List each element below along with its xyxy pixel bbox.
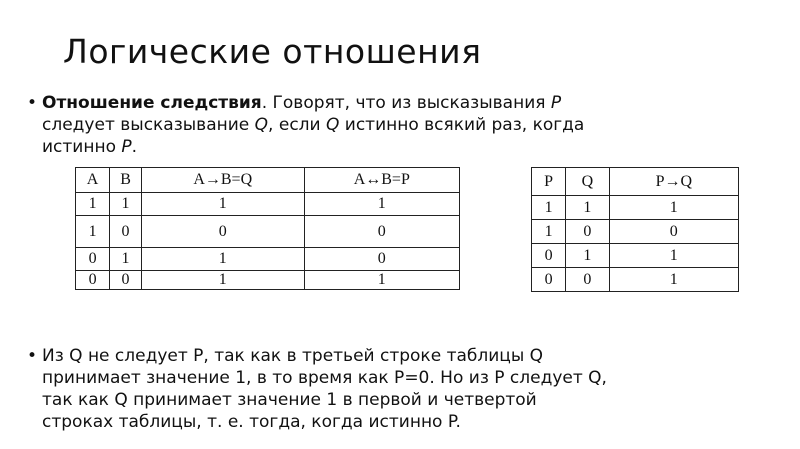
table-cell: 1: [76, 216, 110, 248]
table-cell: 0: [304, 216, 459, 248]
explanation-line: строках таблицы, т. е. тогда, когда истинно P.: [42, 412, 461, 432]
header-cell: A: [76, 168, 110, 193]
table-row: [532, 196, 739, 220]
table-cell: 1: [609, 244, 738, 268]
table-header-row: [76, 168, 460, 193]
term-implication: Отношение следствия: [42, 93, 262, 113]
table-cell: 1: [566, 244, 609, 268]
table-row: [76, 248, 460, 271]
table-cell: 1: [304, 193, 459, 216]
table-cell: 1: [609, 268, 738, 292]
table-cell: 1: [110, 248, 142, 271]
definition-line-3: истинно P.: [42, 137, 138, 157]
header-cell: P: [532, 168, 566, 196]
table-cell: 1: [304, 271, 459, 290]
definition-line-1: Отношение следствия. Говорят, что из высказывания P: [42, 93, 562, 113]
table-cell: 1: [76, 193, 110, 216]
explanation-line: Из Q не следует P, так как в третьей строке таблицы Q: [42, 346, 544, 366]
truth-table-ab: [75, 167, 460, 290]
header-cell: Q: [566, 168, 609, 196]
table-cell: 0: [110, 271, 142, 290]
table-cell: 1: [141, 271, 304, 290]
table-row: [76, 216, 460, 248]
explanation-paragraph: [27, 345, 757, 433]
table-cell: 0: [566, 268, 609, 292]
explanation-line: принимает значение 1, в то время как P=0. Но из P следует Q,: [42, 368, 607, 388]
table-cell: 1: [566, 196, 609, 220]
table-cell: 1: [532, 220, 566, 244]
header-cell: A↔B=P: [304, 168, 459, 193]
table-row: [76, 271, 460, 290]
table-cell: 1: [141, 193, 304, 216]
truth-table-pq: [531, 167, 739, 292]
header-cell: B: [110, 168, 142, 193]
slide-title: Логические отношения: [63, 32, 482, 71]
definition-paragraph: [27, 92, 727, 158]
bullet-icon: •: [27, 346, 38, 366]
bullet-icon: •: [27, 93, 38, 113]
table-row: [532, 220, 739, 244]
table-cell: 0: [566, 220, 609, 244]
table-cell: 1: [110, 193, 142, 216]
table-cell: 1: [609, 196, 738, 220]
table-cell: 0: [141, 216, 304, 248]
table-cell: 0: [110, 216, 142, 248]
table-cell: 1: [532, 196, 566, 220]
table-cell: 0: [609, 220, 738, 244]
table-cell: 0: [532, 244, 566, 268]
table-cell: 0: [76, 271, 110, 290]
definition-line-2: следует высказывание Q, если Q истинно всякий раз, когда: [42, 115, 585, 135]
table-cell: 0: [304, 248, 459, 271]
table-header-row: [532, 168, 739, 196]
header-cell: A→B=Q: [141, 168, 304, 193]
explanation-line: так как Q принимает значение 1 в первой и четвертой: [42, 390, 537, 410]
table-cell: 1: [141, 248, 304, 271]
table-row: [532, 268, 739, 292]
header-cell: P→Q: [609, 168, 738, 196]
table-row: [76, 193, 460, 216]
table-cell: 0: [532, 268, 566, 292]
table-cell: 0: [76, 248, 110, 271]
table-row: [532, 244, 739, 268]
